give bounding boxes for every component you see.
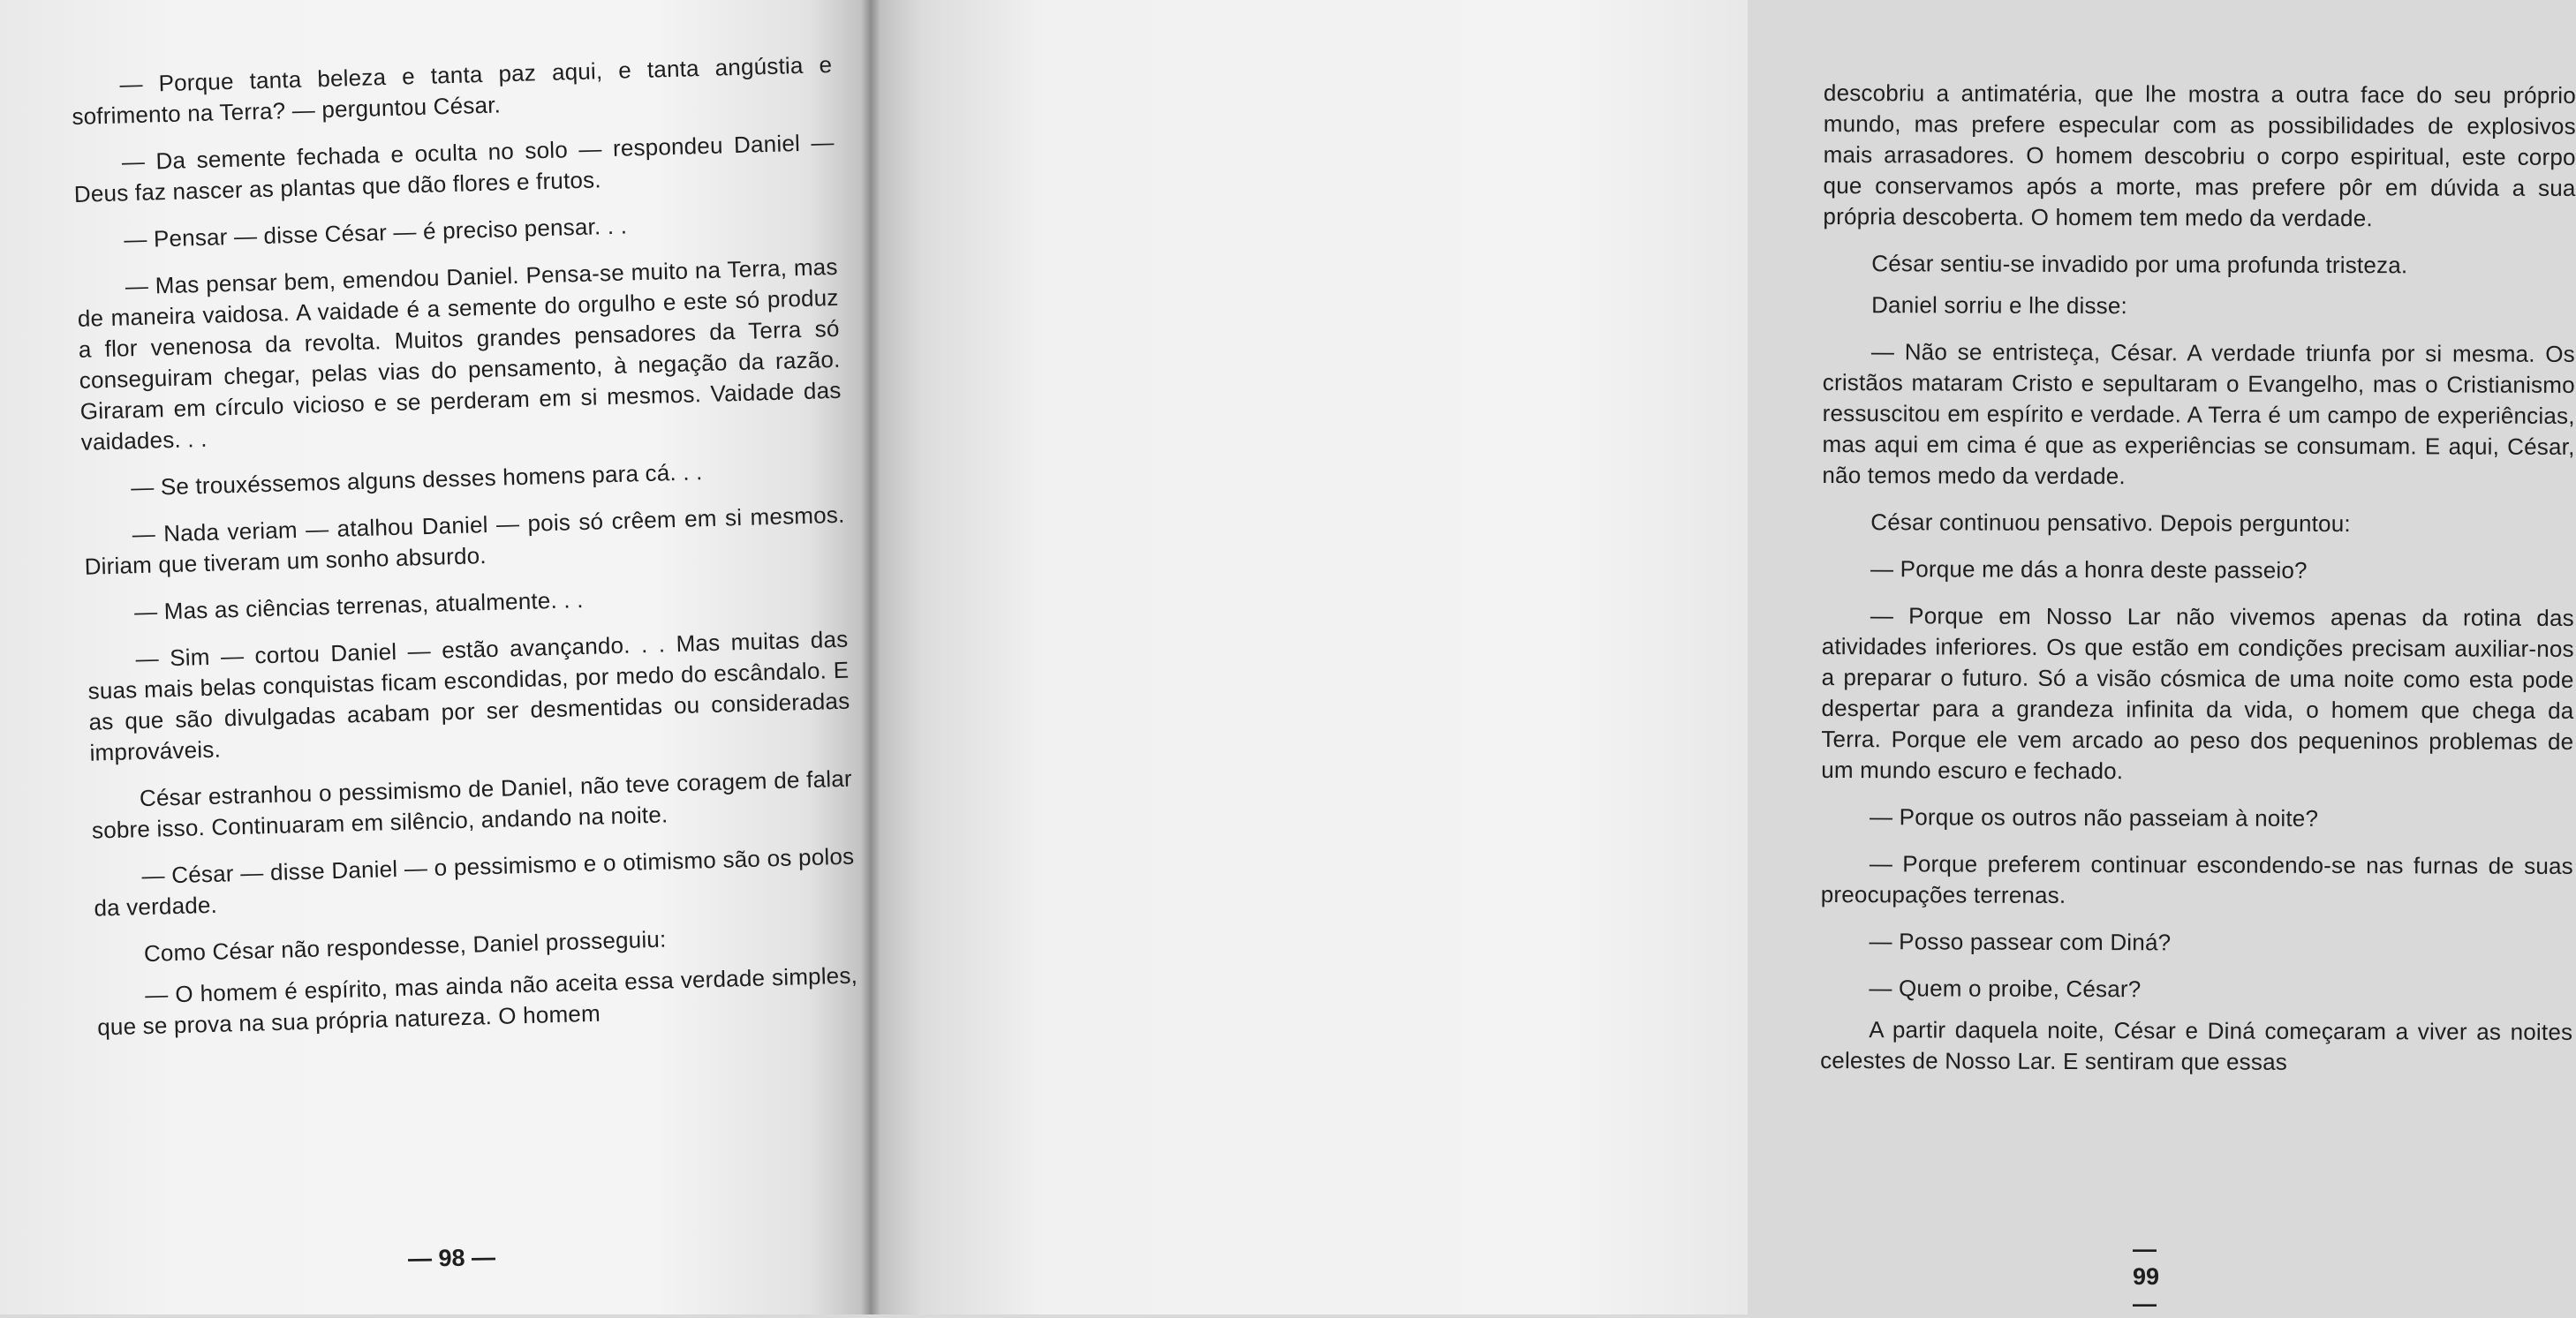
right-page <box>870 0 2576 1317</box>
page-number-right: — 99 — <box>2133 1236 2160 1317</box>
paragraph: Como César não respondesse, Daniel prosseguiu: <box>143 925 667 968</box>
paragraph: — Da semente fechada e oculta no solo — respondeu Daniel — Deus faz nascer as plantas que dão flores e frutos. <box>73 128 835 207</box>
right-page-text <box>1820 78 2576 1095</box>
paragraph: — Posso passear com Diná? <box>1869 928 2172 956</box>
paragraph: — Porque tanta beleza e tanta paz aqui, e tanta angústia e sofrimento na Terra? — perguntou César. <box>72 50 833 130</box>
paragraph: César estranhou o pessimismo de Daniel, não teve coragem de falar sobre isso. Continuaram em silêncio, andando na noite. <box>91 764 853 844</box>
paragraph: Daniel sorriu e lhe disse: <box>1871 291 2128 320</box>
paragraph: — Nada veriam — atalhou Daniel — pois só crêem em si mesmos. Diriam que tiveram um sonho absurdo. <box>84 501 845 580</box>
book-gutter-shadow <box>861 0 880 1314</box>
page-number-left: — 98 — <box>407 1244 496 1272</box>
paragraph: A partir daquela noite, César e Diná começaram a viver as noites celestes de Nosso Lar. E sentiram que essas <box>1820 1016 2573 1075</box>
paragraph: — César — disse Daniel — o pessimismo e o otimismo são os polos da verdade. <box>94 842 855 922</box>
left-page-text <box>71 49 859 1059</box>
paragraph: — Mas pensar bem, emendou Daniel. Pensa-se muito na Terra, mas de maneira vaidosa. A vaidade é a semente do orgulho e este só produz a flor venenosa da revolta. Muitos grandes pensadores da Terra só conseguiram chegar, pelas vias do pensamento, à negação da razão. Giraram em círculo vicioso e se perderam em si mesmos. Vaidade das vaidades. . . <box>77 252 842 456</box>
paragraph: — Mas as ciências terrenas, atualmente. . . <box>133 586 584 626</box>
paragraph: — Porque me dás a honra deste passeio? <box>1870 555 2308 584</box>
paragraph: descobriu a antimatéria, que lhe mostra a outra face do seu próprio mundo, mas prefere especular com as possibilidades de explosivos mais arrasadores. O homem descobriu o corpo espiritual, este corpo que conservamos após a morte, mas prefere pôr em dúvida a sua própria descoberta. O homem tem medo da verdade. <box>1823 79 2576 232</box>
paragraph: César continuou pensativo. Depois perguntou: <box>1870 508 2351 538</box>
paragraph: César sentiu-se invadido por uma profunda tristeza. <box>1871 250 2408 279</box>
left-page <box>0 0 870 1314</box>
paragraph: — Sim — cortou Daniel — estão avançando. . . Mas muitas das suas mais belas conquistas ficam escondidas, por medo do escândalo. E as que são divulgadas acabam por ser desmentidas ou consideradas improváveis. <box>87 625 850 766</box>
paragraph: — O homem é espírito, mas ainda não aceita essa verdade simples, que se prova na sua própria natureza. O homem <box>96 961 858 1041</box>
paragraph: — Porque os outros não passeiam à noite? <box>1870 803 2319 832</box>
paragraph: — Se trouxéssemos alguns desses homens para cá. . . <box>130 458 703 501</box>
paragraph: — Porque em Nosso Lar não vivemos apenas da rotina das atividades inferiores. Os que estão em condições precisam auxiliar-nos a preparar o futuro. Só a visão cósmica de uma noite como esta pode despertar para a grandeza infinita da vida, o homem que chega da Terra. Porque ele vem arcado ao peso dos pequeninos problemas de um mundo escuro e fechado. <box>1821 602 2574 785</box>
paragraph: — Porque preferem continuar escondendo-se nas furnas de suas preocupações terrenas. <box>1820 850 2573 908</box>
paragraph: — Pensar — disse César — é preciso pensar. . . <box>123 212 628 253</box>
paragraph: — Quem o proibe, César? <box>1869 975 2142 1003</box>
paragraph: — Não se entristeça, César. A verdade triunfa por si mesma. Os cristãos mataram Cristo e sepultaram o Evangelho, mas o Cristianismo ressuscitou em espírito e verdade. A Terra é um campo de experiências, mas aqui em cima é que as experiências se consumam. E aqui, César, não temos medo da verdade. <box>1822 338 2575 490</box>
